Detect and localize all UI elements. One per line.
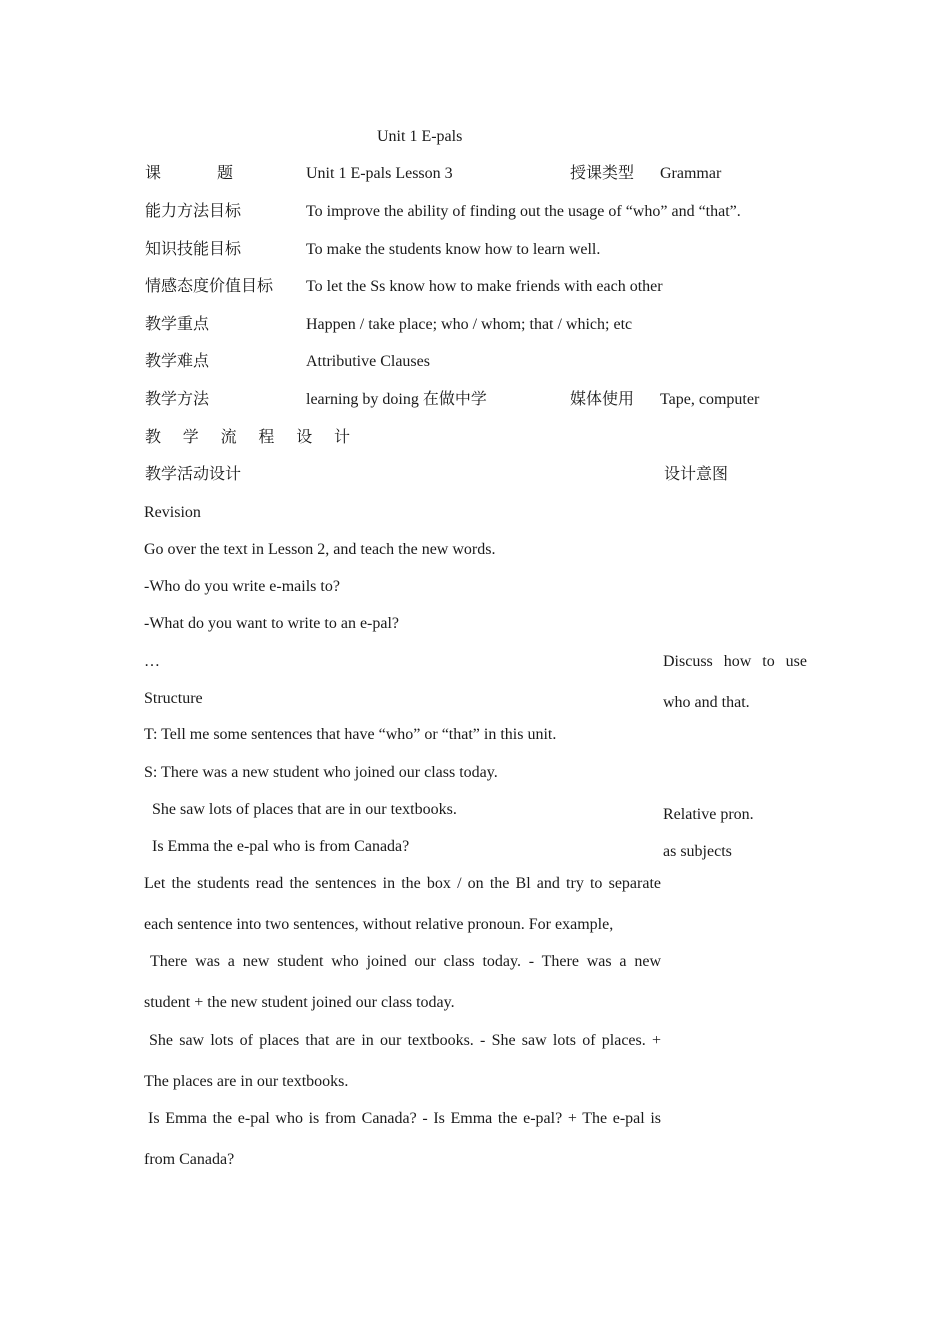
method-label: 教学方法 <box>145 391 210 408</box>
topic-label-char-2: 题 <box>216 165 233 182</box>
intent-header: 设计意图 <box>664 466 729 483</box>
media-value: Tape, computer <box>660 391 760 408</box>
student-line-1: S: There was a new student who joined our class today. <box>144 764 498 781</box>
structure-heading: Structure <box>144 690 203 707</box>
difficult-point-label: 教学难点 <box>145 353 210 370</box>
flow-heading-char-5: 设 <box>296 429 313 446</box>
type-value: Grammar <box>660 165 722 182</box>
intent-relative-line-2: as subjects <box>663 843 732 860</box>
ability-value: To improve the ability of finding out the usage of “who” and “that”. <box>306 203 741 220</box>
flow-heading-char-2: 学 <box>182 429 199 446</box>
document-title: Unit 1 E-pals <box>377 128 463 145</box>
key-point-label: 教学重点 <box>145 316 210 333</box>
activity-header: 教学活动设计 <box>145 466 242 483</box>
teacher-line: T: Tell me some sentences that have “who” or “that” in this unit. <box>144 726 557 743</box>
intent-relative-line-1: Relative pron. <box>663 806 754 823</box>
example-2-line-1: She saw lots of places that are in our textbooks. - She saw lots of places. + <box>149 1032 661 1049</box>
ellipsis: … <box>144 653 160 670</box>
example-3-line-2: from Canada? <box>144 1151 235 1168</box>
go-over-line: Go over the text in Lesson 2, and teach the new words. <box>144 541 496 558</box>
question-2: -What do you want to write to an e-pal? <box>144 615 400 632</box>
flow-heading <box>145 428 350 448</box>
question-1: -Who do you write e-mails to? <box>144 578 340 595</box>
method-value: learning by doing 在做中学 <box>306 391 487 408</box>
intent-discuss-line-1: Discuss how to use <box>663 653 807 670</box>
type-label: 授课类型 <box>570 165 635 182</box>
intent-discuss-line-2: who and that. <box>663 694 750 711</box>
emotion-value: To let the Ss know how to make friends with each other <box>306 278 663 295</box>
emotion-label: 情感态度价值目标 <box>145 278 274 295</box>
example-2-line-2: The places are in our textbooks. <box>144 1073 349 1090</box>
ability-label: 能力方法目标 <box>145 203 242 220</box>
media-label: 媒体使用 <box>570 391 635 408</box>
instruction-line-1: Let the students read the sentences in the box / on the Bl and try to separate <box>144 875 661 892</box>
key-point-value: Happen / take place; who / whom; that / which; etc <box>306 316 633 333</box>
knowledge-label: 知识技能目标 <box>145 241 242 258</box>
revision-heading: Revision <box>144 504 201 521</box>
example-1-line-2: student + the new student joined our class today. <box>144 994 455 1011</box>
topic-label-char-1: 课 <box>145 165 162 182</box>
student-line-3: Is Emma the e-pal who is from Canada? <box>152 838 410 855</box>
topic-value: Unit 1 E-pals Lesson 3 <box>306 165 453 182</box>
instruction-line-2: each sentence into two sentences, without relative pronoun. For example, <box>144 916 614 933</box>
flow-heading-char-1: 教 <box>145 429 162 446</box>
flow-heading-char-3: 流 <box>220 429 237 446</box>
flow-heading-char-6: 计 <box>333 429 350 446</box>
flow-heading-char-4: 程 <box>258 429 275 446</box>
example-1-line-1: There was a new student who joined our class today. - There was a new <box>150 953 661 970</box>
knowledge-value: To make the students know how to learn well. <box>306 241 601 258</box>
topic-label <box>145 164 233 184</box>
example-3-line-1: Is Emma the e-pal who is from Canada? - Is Emma the e-pal? + The e-pal is <box>148 1110 661 1127</box>
difficult-point-value: Attributive Clauses <box>306 353 430 370</box>
student-line-2: She saw lots of places that are in our textbooks. <box>152 801 457 818</box>
